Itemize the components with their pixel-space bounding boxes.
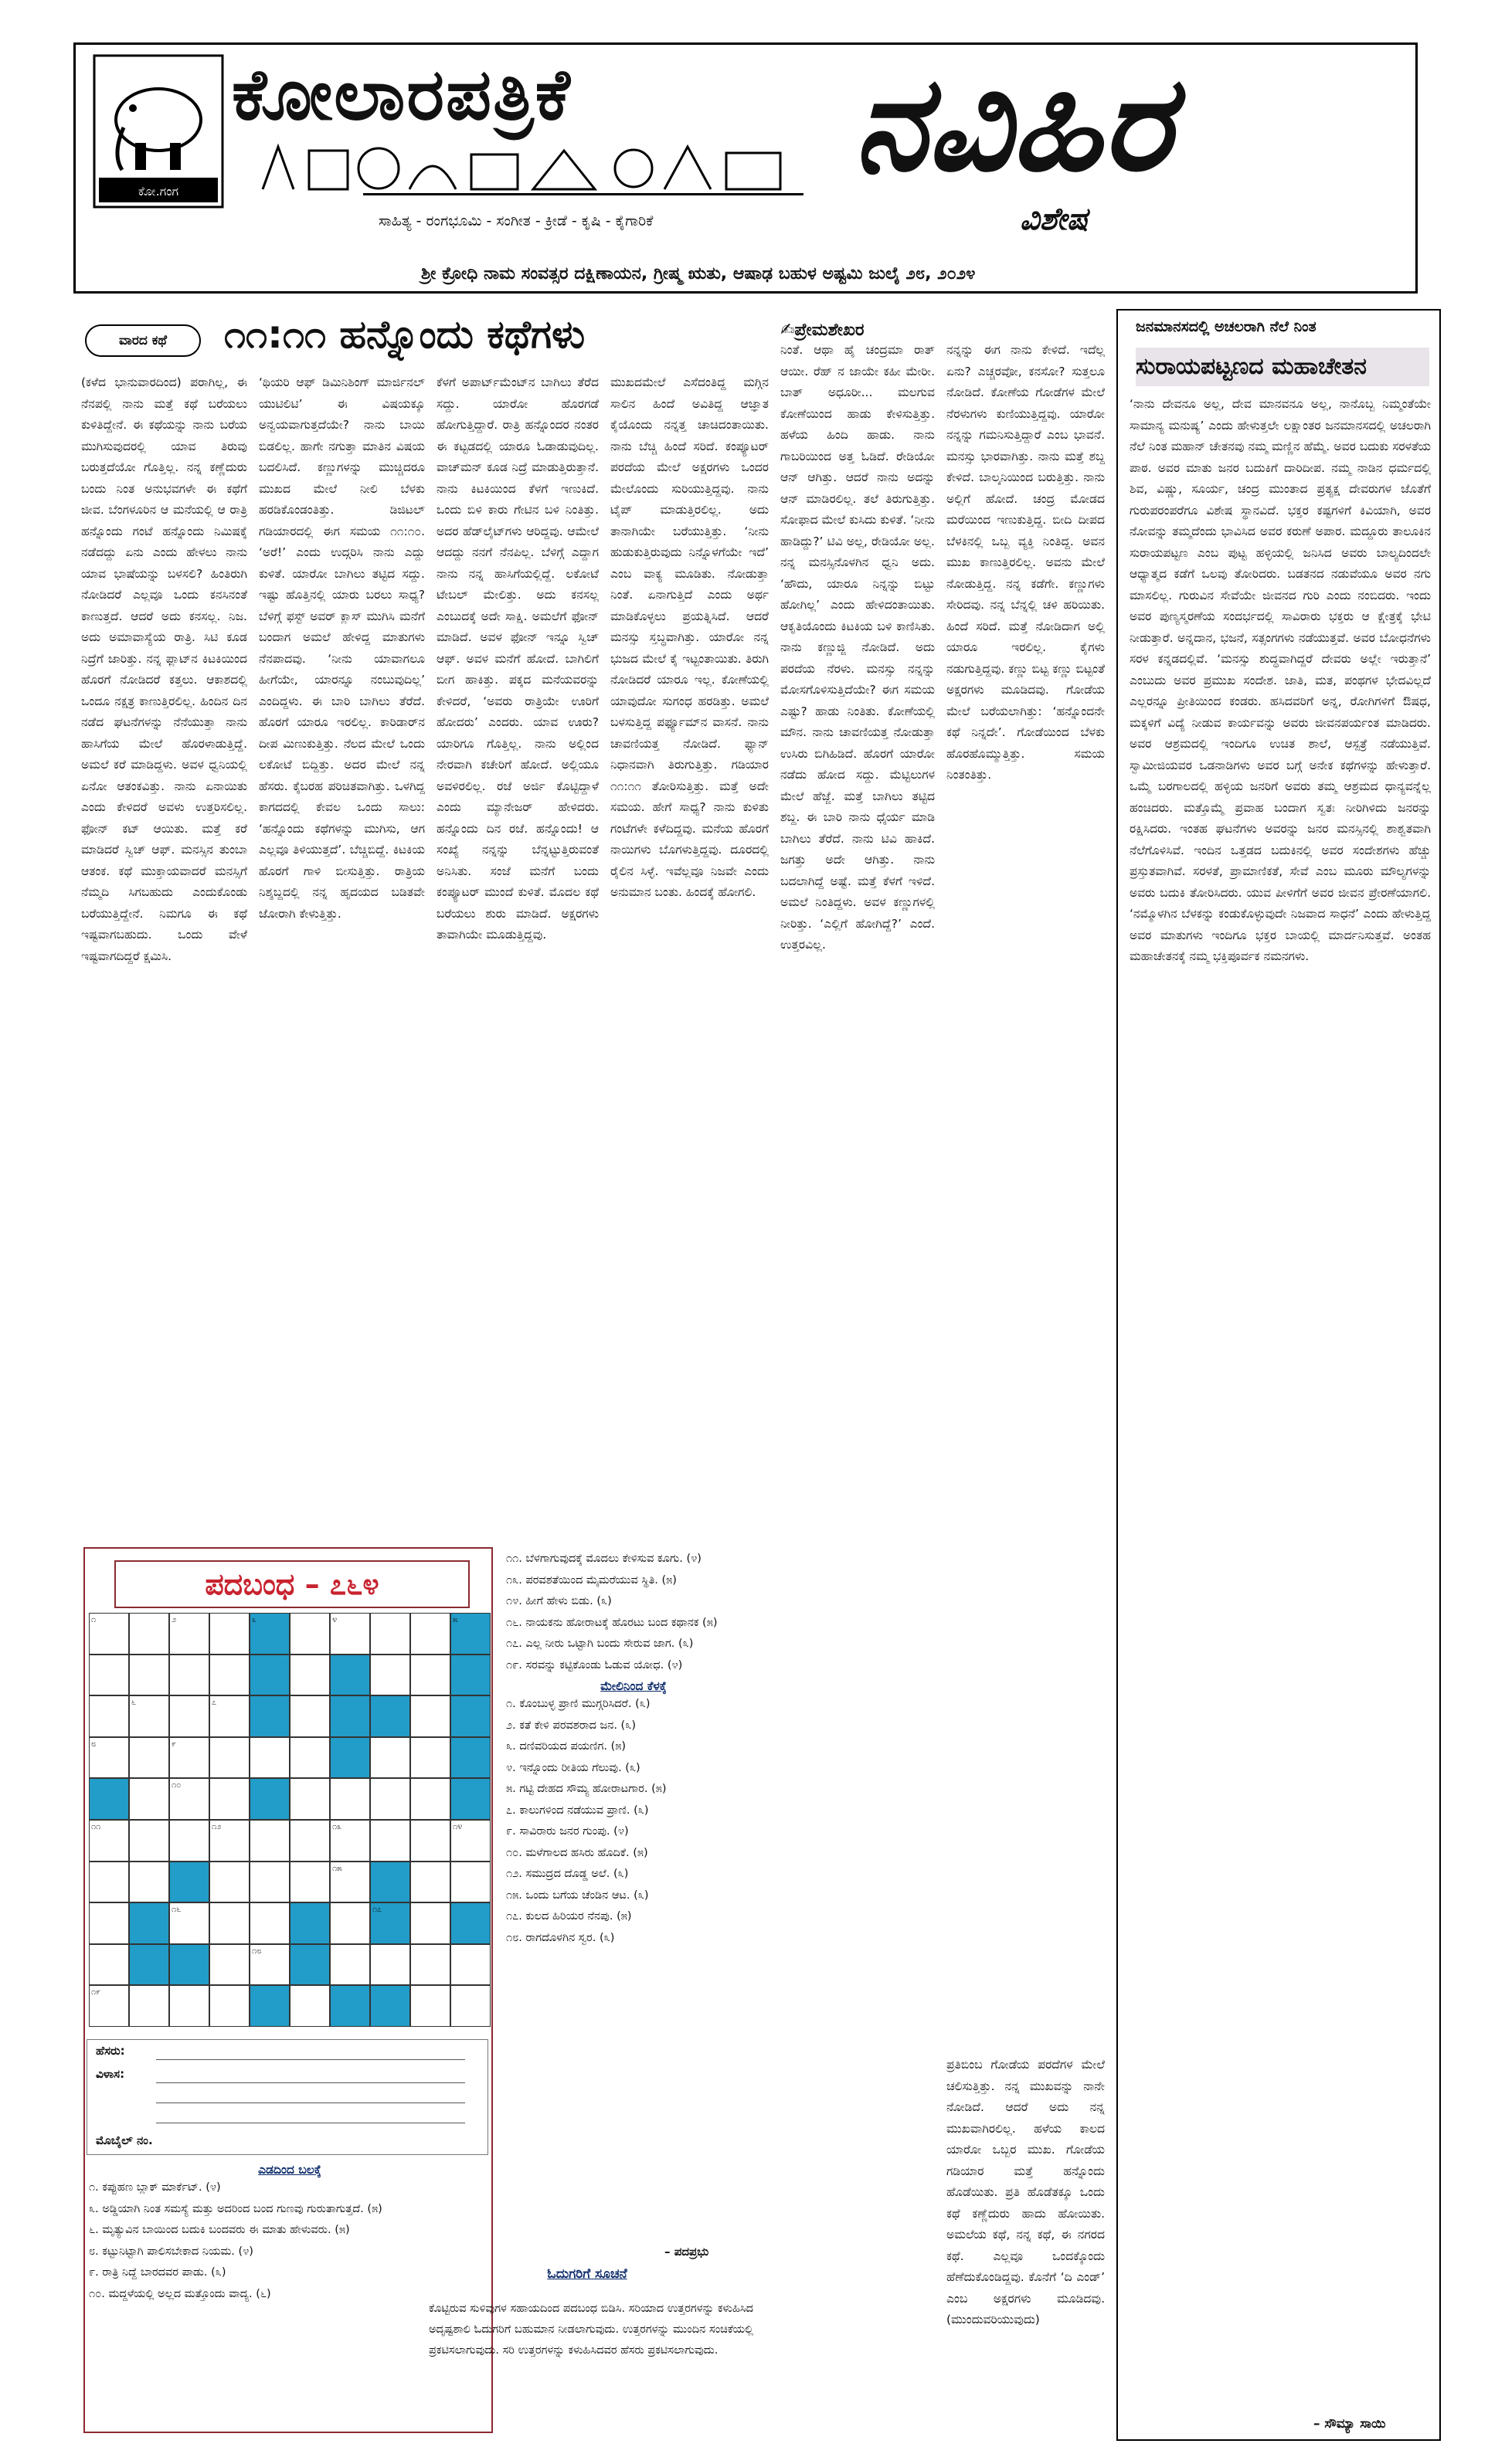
across-clue: ೧೪. ಹೀಗೆ ಹೇಳು ಬಿಡು. (೩)	[506, 1595, 612, 1607]
section-label: ವಾರದ ಕಥೆ	[85, 324, 201, 357]
crossword-cell[interactable]	[370, 1944, 410, 1986]
across-clue: ೧೭. ಎಲ್ಲ ನೀರು ಒಟ್ಟಾಗಿ ಬಂದು ಸೇರುವ ಜಾಗ. (೩)	[506, 1638, 694, 1650]
crossword-cell[interactable]	[410, 1944, 450, 1986]
crossword-cell[interactable]	[250, 1820, 290, 1862]
crossword-block	[450, 1902, 491, 1944]
crossword-cell[interactable]	[209, 1655, 250, 1696]
crossword-block	[290, 1902, 330, 1944]
crossword-cell[interactable]	[250, 1862, 290, 1903]
crossword-cell[interactable]	[370, 1613, 410, 1655]
crossword-cell[interactable]	[290, 1737, 330, 1779]
down-clue: ೭. ಕಾಲುಗಳಿಂದ ನಡೆಯುವ ಪ್ರಾಣಿ. (೩)	[506, 1804, 649, 1817]
crossword-cell[interactable]	[169, 1820, 209, 1862]
crossword-cell[interactable]: ೧೧	[89, 1820, 129, 1862]
crossword-block	[250, 1985, 290, 2027]
down-clue: ೧೭. ಕುಲದ ಹಿರಿಯರ ನೆನಪು. (೫)	[506, 1910, 632, 1923]
crossword-cell[interactable]: ೧೩	[330, 1820, 370, 1862]
across-clue: ೧೧. ಬೆಳಗಾಗುವುದಕ್ಕೆ ಮೊದಲು ಕೇಳಿಸುವ ಕೂಗು. (೪)	[506, 1553, 702, 1565]
crossword-cell[interactable]	[370, 1820, 410, 1862]
crossword-cell[interactable]	[169, 1985, 209, 2027]
crossword-cell[interactable]	[450, 1985, 491, 2027]
crossword-cell[interactable]: ೧೫	[330, 1862, 370, 1903]
reader-notice-body: ಕೊಟ್ಟಿರುವ ಸುಳಿವುಗಳ ಸಹಾಯದಿಂದ ಪದಬಂಧ ಬಿಡಿಸಿ. ಸರಿಯಾದ ಉತ್ತರಗಳನ್ನು ಕಳುಹಿಸಿದ ಅದೃಷ್ಟಶಾಲಿ ಓದುಗರಿಗೆ ಬಹುಮಾನ ನೀಡಲಾಗುವುದು. ಉತ್ತರಗಳನ್ನು ಮುಂದಿನ ಸಂಚಿಕೆಯಲ್ಲಿ ಪ್ರಕಟಿಸಲಾಗುವುದು. ಸರಿ ಉತ್ತರಗಳನ್ನು ಕಳುಹಿಸಿದವರ ಹೆಸರು ಪ್ರಕಟಿಸಲಾಗುವುದು.	[429, 2303, 753, 2357]
down-clue: ೧. ಕೊಂಬುಳ್ಳ ಪ್ರಾಣಿ ಮುಗ್ಗರಿಸಿದರೆ. (೩)	[506, 1698, 651, 1710]
story-column-5: ನಿಂತೆ. ಆಥಾ ಹೈ ಚಂದ್ರಮಾ ರಾತ್ ಆಯೀ. ರೆಹ್ ನ ಜಾಯೇ ಕಹೀ ಮೇರೀ. ಬಾತ್ ಅಧೂರೀ... ಮಲಗುವ ಕೋಣೆಯಿಂದ ಹಾಡು ಕೇಳಿಸುತ್ತಿತ್ತು. ಹಳೆಯ ಹಿಂದಿ ಹಾಡು. ನಾನು ಗಾಬರಿಯಿಂದ ಅತ್ತ ಓಡಿದೆ. ರೇಡಿಯೋ ಆನ್ ಆಗಿತ್ತು. ಆದರೆ ನಾನು ಅದನ್ನು ಆನ್ ಮಾಡಿರಲಿಲ್ಲ. ತಲೆ ತಿರುಗುತ್ತಿತ್ತು. ಸೋಫಾದ ಮೇಲೆ ಕುಸಿದು ಕುಳಿತೆ. ‘ನೀನು ಹಾಡಿದ್ದು?’ ಟಿವಿ ಅಲ್ಲ, ರೇಡಿಯೋ ಅಲ್ಲ. ನನ್ನ ಮನಸ್ಸಿನೊಳಗಿನ ಧ್ವನಿ ಅದು. ‘ಹೌದು, ಯಾರೂ ನಿನ್ನನ್ನು ಬಿಟ್ಟು ಹೋಗಿಲ್ಲ’ ಎಂದು ಹೇಳಿದಂತಾಯಿತು. ಆಕೃತಿಯೊಂದು ಕಿಟಕಿಯ ಬಳಿ ಕಾಣಿಸಿತು. ನಾನು ಕಣ್ಣುಜ್ಜಿ ನೋಡಿದೆ. ಅದು ಪರದೆಯ ನೆರಳು. ಮನಸ್ಸು ನನ್ನನ್ನು ಮೋಸಗೊಳಿಸುತ್ತಿದೆಯೇ? ಈಗ ಸಮಯ ಎಷ್ಟು? ಹಾಡು ನಿಂತಿತು. ಕೋಣೆಯಲ್ಲಿ ಮೌನ. ನಾನು ಚಾವಣಿಯತ್ತ ನೋಡುತ್ತಾ ಉಸಿರು ಬಿಗಿಹಿಡಿದೆ. ಹೊರಗೆ ಯಾರೋ ನಡೆದು ಹೋದ ಸದ್ದು. ಮೆಟ್ಟಿಲುಗಳ ಮೇಲೆ ಹೆಜ್ಜೆ. ಮತ್ತೆ ಬಾಗಿಲು ತಟ್ಟಿದ ಶಬ್ದ. ಈ ಬಾರಿ ನಾನು ಧೈರ್ಯ ಮಾಡಿ ಬಾಗಿಲು ತೆರೆದೆ. ನಾನು ಟಿವಿ ಹಾಕಿದೆ. ಜಗತ್ತು ಅದೇ ಆಗಿತ್ತು. ನಾನು ಬದಲಾಗಿದ್ದೆ ಅಷ್ಟೆ. ಮತ್ತೆ ಕೆಳಗೆ ಇಳಿದೆ. ಅಮಲೆ ನಿಂತಿದ್ದಳು. ಅವಳ ಕಣ್ಣುಗಳಲ್ಲಿ ನೀರಿತ್ತು. ‘ಎಲ್ಲಿಗೆ ಹೋಗಿದ್ದೆ?’ ಎಂದೆ. ಉತ್ತರವಿಲ್ಲ.	[780, 343, 935, 952]
across-clue: ೩. ಅಡ್ಡಿಯಾಗಿ ನಿಂತ ಸಮಸ್ಯೆ ಮತ್ತು ಅದರಿಂದ ಬಂದ ಗುಣವು ಗುರುತಾಗುತ್ತದೆ. (೫)	[89, 2202, 382, 2215]
crossword-cell[interactable]	[410, 1778, 450, 1820]
feature-kicker: ಜನಮಾನಸದಲ್ಲಿ ಅಚಲರಾಗಿ ನೆಲೆ ನಿಂತ	[1136, 318, 1316, 335]
crossword-cell[interactable]	[89, 1862, 129, 1903]
crossword-block	[169, 1944, 209, 1986]
down-clue: ೫. ಗಟ್ಟಿ ದೇಹದ ಸೌಮ್ಯ ಹೋರಾಟಗಾರ. (೫)	[506, 1783, 667, 1795]
crossword-cell[interactable]	[209, 1737, 250, 1779]
crossword-cell[interactable]	[290, 1778, 330, 1820]
crossword-cell[interactable]: ೧೮	[250, 1944, 290, 1986]
crossword-cell[interactable]	[410, 1862, 450, 1903]
story-column-3: ಕೆಳಗೆ ಅಪಾರ್ಟ್‌ಮೆಂಟ್‌ನ ಬಾಗಿಲು ತೆರೆದ ಸದ್ದು. ಯಾರೋ ಹೊರಗಡೆ ಹೋಗುತ್ತಿದ್ದಾರೆ. ರಾತ್ರಿ ಹನ್ನೊಂದರ ನಂತರ ಈ ಕಟ್ಟಡದಲ್ಲಿ ಯಾರೂ ಓಡಾಡುವುದಿಲ್ಲ. ವಾಚ್‌ಮನ್ ಕೂಡ ನಿದ್ರೆ ಮಾಡುತ್ತಿರುತ್ತಾನೆ. ನಾನು ಕಿಟಕಿಯಿಂದ ಕೆಳಗೆ ಇಣುಕಿದೆ. ಒಂದು ಬಿಳಿ ಕಾರು ಗೇಟಿನ ಬಳಿ ನಿಂತಿತ್ತು. ಅದರ ಹೆಡ್‌ಲೈಟ್‌ಗಳು ಆರಿದ್ದವು. ಆಮೇಲೆ ಆದದ್ದು ನನಗೆ ನೆನಪಿಲ್ಲ. ಬೆಳಿಗ್ಗೆ ಎದ್ದಾಗ ನಾನು ನನ್ನ ಹಾಸಿಗೆಯಲ್ಲಿದ್ದೆ. ಲಕೋಟೆ ಟೇಬಲ್ ಮೇಲಿತ್ತು. ಅದು ಕನಸಲ್ಲ ಎಂಬುದಕ್ಕೆ ಅದೇ ಸಾಕ್ಷಿ. ಅಮಲೆಗೆ ಫೋನ್ ಮಾಡಿದೆ. ಅವಳ ಫೋನ್ ಇನ್ನೂ ಸ್ವಿಚ್ ಆಫ್. ಅವಳ ಮನೆಗೆ ಹೋದೆ. ಬಾಗಿಲಿಗೆ ಬೀಗ ಹಾಕಿತ್ತು. ಪಕ್ಕದ ಮನೆಯವರನ್ನು ಕೇಳಿದರೆ, ‘ಅವರು ರಾತ್ರಿಯೇ ಊರಿಗೆ ಹೋದರು’ ಎಂದರು. ಯಾವ ಊರು? ಯಾರಿಗೂ ಗೊತ್ತಿಲ್ಲ. ನಾನು ಅಲ್ಲಿಂದ ನೇರವಾಗಿ ಕಚೇರಿಗೆ ಹೋದೆ. ಅಲ್ಲಿಯೂ ಅವಳಿರಲಿಲ್ಲ. ರಜೆ ಅರ್ಜಿ ಕೊಟ್ಟಿದ್ದಾಳೆ ಎಂದು ಮ್ಯಾನೇಜರ್ ಹೇಳಿದರು. ಹನ್ನೊಂದು ದಿನ ರಜೆ. ಹನ್ನೊಂದು! ಆ ಸಂಖ್ಯೆ ನನ್ನನ್ನು ಬೆನ್ನಟ್ಟುತ್ತಿರುವಂತೆ ಅನಿಸಿತು. ಸಂಜೆ ಮನೆಗೆ ಬಂದು ಕಂಪ್ಯೂಟರ್ ಮುಂದೆ ಕುಳಿತೆ. ಮೊದಲ ಕಥೆ ಬರೆಯಲು ಶುರು ಮಾಡಿದೆ. ಅಕ್ಷರಗಳು ತಾವಾಗಿಯೇ ಮೂಡುತ್ತಿದ್ದವು.	[437, 375, 599, 942]
down-clue: ೧೮. ರಾಗದೊಳಗಿನ ಸ್ವರ. (೩)	[506, 1931, 615, 1944]
crossword-cell[interactable]	[370, 1778, 410, 1820]
masthead-special-title: ನವಿಹಿರ	[854, 46, 1171, 201]
crossword-compiler: – ಪದಪ್ರಭು	[664, 2245, 709, 2259]
crossword-cell[interactable]: ೧೯	[89, 1985, 129, 2027]
crossword-block	[250, 1695, 290, 1737]
crossword-cell[interactable]	[410, 1613, 450, 1655]
across-clue: ೧೦. ಮದ್ದಳೆಯಲ್ಲಿ ಅಲ್ಲದ ಮತ್ತೊಂದು ವಾದ್ಯ. (೬)	[89, 2287, 271, 2300]
down-clue: ೧೦. ಮಳೆಗಾಲದ ಹಸಿರು ಹೊದಿಕೆ. (೫)	[506, 1846, 648, 1859]
mobile-label: ಮೊಬೈಲ್ ನಂ.	[96, 2133, 153, 2147]
crossword-grid	[89, 1613, 491, 2027]
crossword-cell[interactable]	[89, 1655, 129, 1696]
crossword-block: ೫	[450, 1613, 491, 1655]
crossword-block	[250, 1655, 290, 1696]
crossword-cell[interactable]	[129, 1778, 169, 1820]
masthead-special-subtitle: ವಿಶೇಷ	[1020, 201, 1089, 237]
crossword-cell[interactable]	[209, 1613, 250, 1655]
crossword-cell[interactable]	[169, 1695, 209, 1737]
feature-body: ‘ನಾನು ದೇವನೂ ಅಲ್ಲ, ದೇವ ಮಾನವನೂ ಅಲ್ಲ, ನಾನೊಬ್ಬ ನಿಮ್ಮಂತೆಯೇ ಸಾಮಾನ್ಯ ಮನುಷ್ಯ’ ಎಂದು ಹೇಳುತ್ತಲೇ ಲಕ್ಷಾಂತರ ಜನಮಾನಸದಲ್ಲಿ ಅಚಲರಾಗಿ ನೆಲೆ ನಿಂತ ಮಹಾನ್ ಚೇತನವು ನಮ್ಮ ಮಣ್ಣಿನ ಹೆಮ್ಮೆ. ಅವರ ಬದುಕು ಸರಳತೆಯ ಪಾಠ. ಅವರ ಮಾತು ಜನರ ಬದುಕಿಗೆ ದಾರಿದೀಪ. ನಮ್ಮ ನಾಡಿನ ಧರ್ಮದಲ್ಲಿ ಶಿವ, ವಿಷ್ಣು, ಸೂರ್ಯ, ಚಂದ್ರ ಮುಂತಾದ ಪ್ರತ್ಯಕ್ಷ ದೇವರುಗಳ ಜೊತೆಗೆ ಗುರುಪರಂಪರೆಗೂ ವಿಶೇಷ ಸ್ಥಾನವಿದೆ. ಭಕ್ತರ ಕಷ್ಟಗಳಿಗೆ ಕಿವಿಯಾಗಿ, ಅವರ ನೋವನ್ನು ತಮ್ಮದೆಂದು ಭಾವಿಸಿದ ಅವರ ಕರುಣೆ ಅಪಾರ. ಮದ್ದೂರು ತಾಲೂಕಿನ ಸುರಾಯಪಟ್ಟಣ ಎಂಬ ಪುಟ್ಟ ಹಳ್ಳಿಯಲ್ಲಿ ಜನಿಸಿದ ಅವರು ಬಾಲ್ಯದಿಂದಲೇ ಆಧ್ಯಾತ್ಮದ ಕಡೆಗೆ ಒಲವು ತೋರಿದರು. ಬಡತನದ ನಡುವೆಯೂ ಅವರ ನಗು ಮಾಸಲಿಲ್ಲ. ಗುರುವಿನ ಸೇವೆಯೇ ಜೀವನದ ಗುರಿ ಎಂದು ನಂಬಿದರು. ಇಂದು ಅವರ ಪುಣ್ಯಸ್ಮರಣೆಯ ಸಂದರ್ಭದಲ್ಲಿ ಸಾವಿರಾರು ಭಕ್ತರು ಆ ಕ್ಷೇತ್ರಕ್ಕೆ ಭೇಟಿ ನೀಡುತ್ತಾರೆ. ಅನ್ನದಾನ, ಭಜನೆ, ಸತ್ಸಂಗಗಳು ನಡೆಯುತ್ತವೆ. ಅವರ ಬೋಧನೆಗಳು ಸರಳ ಕನ್ನಡದಲ್ಲಿವೆ. ‘ಮನಸ್ಸು ಶುದ್ಧವಾಗಿದ್ದರೆ ದೇವರು ಅಲ್ಲೇ ಇರುತ್ತಾನೆ’ ಎಂಬುದು ಅವರ ಪ್ರಮುಖ ಸಂದೇಶ. ಜಾತಿ, ಮತ, ಪಂಥಗಳ ಭೇದವಿಲ್ಲದೆ ಎಲ್ಲರನ್ನೂ ಪ್ರೀತಿಯಿಂದ ಕಂಡರು. ಹಸಿದವರಿಗೆ ಅನ್ನ, ರೋಗಿಗಳಿಗೆ ಔಷಧ, ಮಕ್ಕಳಿಗೆ ವಿದ್ಯೆ ನೀಡುವ ಕಾರ್ಯವನ್ನು ಅವರು ಜೀವನಪರ್ಯಂತ ಮಾಡಿದರು. ಅವರ ಆಶ್ರಮದಲ್ಲಿ ಇಂದಿಗೂ ಉಚಿತ ಶಾಲೆ, ಆಸ್ಪತ್ರೆ ನಡೆಯುತ್ತಿವೆ. ಸ್ವಾಮೀಜಿಯವರ ಒಡನಾಡಿಗಳು ಅವರ ಬಗ್ಗೆ ಅನೇಕ ಕಥೆಗಳನ್ನು ಹೇಳುತ್ತಾರೆ. ಒಮ್ಮೆ ಬರಗಾಲದಲ್ಲಿ ಹಳ್ಳಿಯ ಜನರಿಗೆ ಅವರು ತಮ್ಮ ಆಶ್ರಮದ ಧಾನ್ಯವನ್ನೆಲ್ಲ ಹಂಚಿದರು. ಮತ್ತೊಮ್ಮೆ ಪ್ರವಾಹ ಬಂದಾಗ ಸ್ವತಃ ನೀರಿಗಿಳಿದು ಜನರನ್ನು ರಕ್ಷಿಸಿದರು. ಇಂತಹ ಘಟನೆಗಳು ಅವರನ್ನು ಜನರ ಮನಸ್ಸಿನಲ್ಲಿ ಶಾಶ್ವತವಾಗಿ ನೆಲೆಗೊಳಿಸಿವೆ. ಇಂದಿನ ಒತ್ತಡದ ಬದುಕಿನಲ್ಲಿ ಅವರ ಸಂದೇಶಗಳು ಹೆಚ್ಚು ಪ್ರಸ್ತುತವಾಗಿವೆ. ಸರಳತೆ, ಪ್ರಾಮಾಣಿಕತೆ, ಸೇವೆ ಎಂಬ ಮೂರು ಮೌಲ್ಯಗಳನ್ನು ಅವರು ಬದುಕಿ ತೋರಿಸಿದರು. ಯುವ ಪೀಳಿಗೆಗೆ ಅವರ ಜೀವನ ಪ್ರೇರಣೆಯಾಗಲಿ. ‘ನಮ್ಮೊಳಗಿನ ಬೆಳಕನ್ನು ಕಂಡುಕೊಳ್ಳುವುದೇ ನಿಜವಾದ ಸಾಧನೆ’ ಎಂದು ಹೇಳುತ್ತಿದ್ದ ಅವರ ಮಾತುಗಳು ಇಂದಿಗೂ ಭಕ್ತರ ಬಾಯಲ್ಲಿ ಮಾರ್ದನಿಸುತ್ತವೆ. ಅಂತಹ ಮಹಾಚೇತನಕ್ಕೆ ನಮ್ಮ ಭಕ್ತಿಪೂರ್ವಕ ನಮನಗಳು.	[1130, 397, 1431, 963]
across-heading: ಎಡದಿಂದ ಬಲಕ್ಕೆ	[258, 2163, 321, 2177]
crossword-cell[interactable]	[290, 1695, 330, 1737]
crossword-cell[interactable]	[290, 1613, 330, 1655]
crossword-block	[330, 1737, 370, 1779]
crossword-block	[450, 1695, 491, 1737]
story-author: ✍ಪ್ರೇಮಶೇಖರ	[780, 321, 865, 340]
crossword-cell[interactable]	[410, 1695, 450, 1737]
crossword-cell[interactable]	[370, 1655, 410, 1696]
reader-notice-title: ಓದುಗರಿಗೆ ಸೂಚನೆ	[547, 2266, 627, 2282]
address-line-1[interactable]	[156, 2082, 465, 2083]
down-clue: ೯. ಸಾವಿರಾರು ಜನರ ಗುಂಪು. (೪)	[506, 1825, 629, 1838]
crossword-cell[interactable]	[129, 1655, 169, 1696]
crossword-cell[interactable]: ೯	[169, 1737, 209, 1779]
crossword-block: ೧೭	[370, 1902, 410, 1944]
crossword-block: ೩	[250, 1613, 290, 1655]
crossword-block	[450, 1655, 491, 1696]
crossword-block	[370, 1985, 410, 2027]
crossword-block	[370, 1695, 410, 1737]
down-clue: ೨. ಕತೆ ಕೇಳಿ ಪರವಶರಾದ ಜನ. (೩)	[506, 1719, 636, 1732]
story-column-1: (ಕಳೆದ ಭಾನುವಾರದಿಂದ) ಪರಾಗಿಲ್ಲ, ಈ ನೆನಪಲ್ಲಿ ನಾನು ಮತ್ತೆ ಕಥೆ ಬರೆಯಲು ಕುಳಿತಿದ್ದೇನೆ. ಈ ಕಥೆಯನ್ನು ನಾನು ಬರೆಯ ಮುಗಿಸುವುದರಲ್ಲಿ ಯಾವ ತಿರುವು ಬರುತ್ತದೆಯೋ ಗೊತ್ತಿಲ್ಲ. ನನ್ನ ಕಣ್ಣೆದುರು ಬಂದು ನಿಂತ ಅನುಭವಗಳೇ ಈ ಕಥೆಗೆ ಜೀವ. ಬೆಂಗಳೂರಿನ ಆ ಮನೆಯಲ್ಲಿ ಆ ರಾತ್ರಿ ಹನ್ನೊಂದು ಗಂಟೆ ಹನ್ನೊಂದು ನಿಮಿಷಕ್ಕೆ ನಡೆದದ್ದು ಏನು ಎಂದು ಹೇಳಲು ನಾನು ಯಾವ ಭಾಷೆಯನ್ನು ಬಳಸಲಿ? ಹಿಂತಿರುಗಿ ನೋಡಿದರೆ ಎಲ್ಲವೂ ಒಂದು ಕನಸಿನಂತೆ ಕಾಣುತ್ತದೆ. ಆದರೆ ಅದು ಕನಸಲ್ಲ. ನಿಜ. ಅದು ಅಮಾವಾಸ್ಯೆಯ ರಾತ್ರಿ. ಸಿಟಿ ಕೂಡ ನಿದ್ರೆಗೆ ಜಾರಿತ್ತು. ನನ್ನ ಫ್ಲಾಟ್‌ನ ಕಿಟಕಿಯಿಂದ ಹೊರಗೆ ನೋಡಿದರೆ ಕತ್ತಲು. ಆಕಾಶದಲ್ಲಿ ಒಂದೂ ನಕ್ಷತ್ರ ಕಾಣುತ್ತಿರಲಿಲ್ಲ. ಹಿಂದಿನ ದಿನ ನಡೆದ ಘಟನೆಗಳನ್ನು ನೆನೆಯುತ್ತಾ ನಾನು ಹಾಸಿಗೆಯ ಮೇಲೆ ಹೊರಳಾಡುತ್ತಿದ್ದೆ. ಅಮಲೆ ಕರೆ ಮಾಡಿದ್ದಳು. ಅವಳ ಧ್ವನಿಯಲ್ಲಿ ಏನೋ ಆತಂಕವಿತ್ತು. ನಾನು ಏನಾಯಿತು ಎಂದು ಕೇಳಿದರೆ ಅವಳು ಉತ್ತರಿಸಲಿಲ್ಲ. ಫೋನ್ ಕಟ್ ಆಯಿತು. ಮತ್ತೆ ಕರೆ ಮಾಡಿದರೆ ಸ್ವಿಚ್ ಆಫ್. ಮನಸ್ಸಿನ ತುಂಬಾ ಆತಂಕ. ಕಥೆ ಮುಕ್ತಾಯವಾದರೆ ಮನಸ್ಸಿಗೆ ನೆಮ್ಮದಿ ಸಿಗಬಹುದು ಎಂದುಕೊಂಡು ಬರೆಯುತ್ತಿದ್ದೇನೆ. ನಿಮಗೂ ಈ ಕಥೆ ಇಷ್ಟವಾಗಬಹುದು. ಒಂದು ವೇಳೆ ಇಷ್ಟವಾಗದಿದ್ದರೆ ಕ್ಷಮಿಸಿ.	[81, 375, 247, 963]
across-clue: ೧೬. ನಾಯಕನು ಹೋರಾಟಕ್ಕೆ ಹೊರಟು ಬಂದ ಕಥಾನಕ (೫)	[506, 1616, 718, 1629]
name-label: ಹೆಸರು:	[96, 2044, 125, 2058]
crossword-cell[interactable]: ೪	[330, 1613, 370, 1655]
down-clue: ೪. ಇನ್ನೊಂದು ರೀತಿಯ ಗೆಲುವು. (೩)	[506, 1761, 640, 1774]
crossword-title: ಪದಬಂಧ – ೭೬೪	[114, 1560, 470, 1608]
masthead-title: ಕೋಲಾರಪತ್ರಿಕೆ	[232, 53, 572, 136]
crossword-cell[interactable]	[290, 1820, 330, 1862]
crossword-block	[330, 1695, 370, 1737]
crossword-cell[interactable]	[169, 1655, 209, 1696]
crossword-cell[interactable]	[250, 1737, 290, 1779]
svg-text:ಕೋ.ಗಂಗ: ಕೋ.ಗಂಗ	[138, 184, 179, 199]
crossword-cell[interactable]	[89, 1695, 129, 1737]
crossword-cell[interactable]: ೧	[89, 1613, 129, 1655]
across-clue: ೯. ರಾತ್ರಿ ನಿದ್ದೆ ಬಾರದವರ ಪಾಡು. (೩)	[89, 2266, 226, 2279]
crossword-cell[interactable]	[89, 1902, 129, 1944]
across-clue: ೧೯. ಸರವನ್ನು ಕಟ್ಟಿಕೊಂಡು ಓಡುವ ಯೋಧ. (೪)	[506, 1658, 683, 1672]
crossword-cell[interactable]	[89, 1944, 129, 1986]
down-clue: ೩. ದಣಿವರಿಯದ ಪಯಣಿಗ. (೫)	[506, 1740, 627, 1753]
crossword-cell[interactable]: ೭	[209, 1695, 250, 1737]
down-clue: ೧೨. ಸಮುದ್ರದ ದೊಡ್ಡ ಅಲೆ. (೩)	[506, 1868, 629, 1880]
crossword-cell[interactable]	[209, 1862, 250, 1903]
crossword-block	[89, 1778, 129, 1820]
crossword-cell[interactable]	[129, 1985, 169, 2027]
crossword-cell[interactable]	[290, 1985, 330, 2027]
feature-author: – ಸೌಮ್ಯಾ ಸಾಯಿ	[1313, 2416, 1386, 2432]
crossword-block	[250, 1778, 290, 1820]
crossword-block	[450, 1778, 491, 1820]
crossword-cell[interactable]	[209, 1985, 250, 2027]
story-column-6-end: ಪ್ರತಿಬಿಂಬ ಗೋಡೆಯ ಪರದೆಗಳ ಮೇಲೆ ಚಲಿಸುತ್ತಿತ್ತು. ನನ್ನ ಮುಖವನ್ನು ನಾನೇ ನೋಡಿದೆ. ಆದರೆ ಅದು ನನ್ನ ಮುಖವಾಗಿರಲಿಲ್ಲ. ಹಳೆಯ ಕಾಲದ ಯಾರೋ ಒಬ್ಬರ ಮುಖ. ಗೋಡೆಯ ಗಡಿಯಾರ ಮತ್ತೆ ಹನ್ನೊಂದು ಹೊಡೆಯಿತು. ಪ್ರತಿ ಹೊಡೆತಕ್ಕೂ ಒಂದು ಕಥೆ ಕಣ್ಣೆದುರು ಹಾದು ಹೋಯಿತು. ಅಮಲೆಯ ಕಥೆ, ನನ್ನ ಕಥೆ, ಈ ನಗರದ ಕಥೆ. ಎಲ್ಲವೂ ಒಂದಕ್ಕೊಂದು ಹೆಣೆದುಕೊಂಡಿದ್ದವು. ಕೊನೆಗೆ ‘ದಿ ಎಂಡ್’ ಎಂಬ ಅಕ್ಷರಗಳು ಮೂಡಿದವು. (ಮುಂದುವರಿಯುವುದು)	[946, 2058, 1105, 2327]
clue-column	[506, 1549, 761, 1949]
feature-headline: ಸುರಾಯಪಟ್ಟಣದ ಮಹಾಚೇತನ	[1136, 348, 1429, 386]
crossword-cell[interactable]: ೧೨	[209, 1820, 250, 1862]
crossword-cell[interactable]	[370, 1737, 410, 1779]
crossword-cell[interactable]: ೧೪	[450, 1820, 491, 1862]
reader-notice-header	[429, 2266, 746, 2299]
crossword-cell[interactable]	[250, 1902, 290, 1944]
crossword-cell[interactable]: ೨	[169, 1613, 209, 1655]
down-heading: ಮೇಲಿನಿಂದ ಕೆಳಕ್ಕೆ	[600, 1679, 667, 1693]
crossword-cell[interactable]	[410, 1820, 450, 1862]
across-clue: ೮. ಕಟ್ಟುನಿಟ್ಟಾಗಿ ಪಾಲಿಸಬೇಕಾದ ನಿಯಮ. (೪)	[89, 2245, 253, 2258]
crossword-cell[interactable]	[209, 1902, 250, 1944]
crossword-block	[450, 1737, 491, 1779]
across-clue: ೧. ಕಪ್ಪುಹಣ ಬ್ಲಾಕ್ ಮಾರ್ಕೆಟ್. (೪)	[89, 2181, 221, 2194]
masthead-tagline: ಸಾಹಿತ್ಯ - ರಂಗಭೂಮಿ - ಸಂಗೀತ - ಕ್ರೀಡೆ - ಕೃಷಿ - ಕೈಗಾರಿಕೆ	[379, 212, 654, 229]
crossword-cell[interactable]	[209, 1944, 250, 1986]
crossword-cell[interactable]	[410, 1655, 450, 1696]
story-column-2: ‘ಥಿಯರಿ ಆಫ್ ಡಿಮಿನಿಶಿಂಗ್ ಮಾರ್ಜಿನಲ್ ಯುಟಿಲಿಟಿ’ ಈ ವಿಷಯಕ್ಕೂ ಅನ್ವಯವಾಗುತ್ತದೆಯೇ? ನಾನು ಬಾಯಿ ಬಿಡಲಿಲ್ಲ. ಹಾಗೇ ನಗುತ್ತಾ ಮಾತಿನ ವಿಷಯ ಬದಲಿಸಿದೆ. ಕಣ್ಣುಗಳನ್ನು ಮುಚ್ಚಿದರೂ ಮುಖದ ಮೇಲೆ ನೀಲಿ ಬೆಳಕು ಹರಡಿಕೊಂಡಂತಿತ್ತು. ಡಿಜಿಟಲ್ ಗಡಿಯಾರದಲ್ಲಿ ಈಗ ಸಮಯ ೧೧:೧೦. ‘ಅರೆ!’ ಎಂದು ಉದ್ಗರಿಸಿ ನಾನು ಎದ್ದು ಕುಳಿತೆ. ಯಾರೋ ಬಾಗಿಲು ತಟ್ಟಿದ ಸದ್ದು. ಇಷ್ಟು ಹೊತ್ತಿನಲ್ಲಿ ಯಾರು ಬರಲು ಸಾಧ್ಯ? ಬೆಳಿಗ್ಗೆ ಫಸ್ಟ್ ಅವರ್ ಕ್ಲಾಸ್ ಮುಗಿಸಿ ಮನೆಗೆ ಬಂದಾಗ ಅಮಲೆ ಹೇಳಿದ್ದ ಮಾತುಗಳು ನೆನಪಾದವು. ‘ನೀನು ಯಾವಾಗಲೂ ಹೀಗೆಯೇ, ಯಾರನ್ನೂ ನಂಬುವುದಿಲ್ಲ’ ಎಂದಿದ್ದಳು. ಈ ಬಾರಿ ಬಾಗಿಲು ತೆರೆದೆ. ಹೊರಗೆ ಯಾರೂ ಇರಲಿಲ್ಲ. ಕಾರಿಡಾರ್‌ನ ದೀಪ ಮಿಣುಕುತ್ತಿತ್ತು. ನೆಲದ ಮೇಲೆ ಒಂದು ಲಕೋಟೆ ಬಿದ್ದಿತ್ತು. ಅದರ ಮೇಲೆ ನನ್ನ ಹೆಸರು. ಕೈಬರಹ ಪರಿಚಿತವಾಗಿತ್ತು. ಒಳಗಿದ್ದ ಕಾಗದದಲ್ಲಿ ಕೇವಲ ಒಂದು ಸಾಲು: ‘ಹನ್ನೊಂದು ಕಥೆಗಳನ್ನು ಮುಗಿಸು, ಆಗ ಎಲ್ಲವೂ ತಿಳಿಯುತ್ತದೆ’. ಬೆಚ್ಚಿಬಿದ್ದೆ. ಕಿಟಕಿಯ ಹೊರಗೆ ಗಾಳಿ ಬೀಸುತ್ತಿತ್ತು. ರಾತ್ರಿಯ ನಿಶ್ಶಬ್ದದಲ್ಲಿ ನನ್ನ ಹೃದಯದ ಬಡಿತವೇ ಜೋರಾಗಿ ಕೇಳುತ್ತಿತ್ತು.	[259, 375, 425, 921]
crossword-cell[interactable]	[129, 1613, 169, 1655]
crossword-block	[290, 1944, 330, 1986]
story-column-6: ನನ್ನನ್ನು ಈಗ ನಾನು ಕೇಳಿದೆ. ಇದೆಲ್ಲ ಏನು? ಎಚ್ಚರವೋ, ಕನಸೋ? ಸುತ್ತಲೂ ನೋಡಿದೆ. ಕೋಣೆಯ ಗೋಡೆಗಳ ಮೇಲೆ ನೆರಳುಗಳು ಕುಣಿಯುತ್ತಿದ್ದವು. ಯಾರೋ ನನ್ನನ್ನು ಗಮನಿಸುತ್ತಿದ್ದಾರೆ ಎಂಬ ಭಾವನೆ. ಮನಸ್ಸು ಭಾರವಾಗಿತ್ತು. ನಾನು ಮತ್ತೆ ಶಬ್ದ ಕೇಳಿದೆ. ಬಾಲ್ಕನಿಯಿಂದ ಬರುತ್ತಿತ್ತು. ನಾನು ಅಲ್ಲಿಗೆ ಹೋದೆ. ಚಂದ್ರ ಮೋಡದ ಮರೆಯಿಂದ ಇಣುಕುತ್ತಿದ್ದ. ಬೀದಿ ದೀಪದ ಬೆಳಕಿನಲ್ಲಿ ಒಬ್ಬ ವ್ಯಕ್ತಿ ನಿಂತಿದ್ದ. ಅವನ ಮುಖ ಕಾಣುತ್ತಿರಲಿಲ್ಲ. ಅವನು ಮೇಲೆ ನೋಡುತ್ತಿದ್ದ. ನನ್ನ ಕಡೆಗೇ. ಕಣ್ಣುಗಳು ಸೇರಿದವು. ನನ್ನ ಬೆನ್ನಲ್ಲಿ ಚಳಿ ಹರಿಯಿತು. ಹಿಂದೆ ಸರಿದೆ. ಮತ್ತೆ ನೋಡಿದಾಗ ಅಲ್ಲಿ ಯಾರೂ ಇರಲಿಲ್ಲ. ಕೈಗಳು ನಡುಗುತ್ತಿದ್ದವು. ಕಣ್ಣು ಬಿಟ್ಟ ಕಣ್ಣು ಬಿಟ್ಟಂತೆ ಅಕ್ಷರಗಳು ಮೂಡಿದವು. ಗೋಡೆಯ ಮೇಲೆ ಬರೆಯಲಾಗಿತ್ತು: ‘ಹನ್ನೊಂದನೇ ಕಥೆ ನಿನ್ನದೇ’. ಗೋಡೆಯಿಂದ ಬೆಳಕು ಹೊರಹೊಮ್ಮುತ್ತಿತ್ತು. ಸಮಯ ನಿಂತಂತಿತ್ತು.	[946, 343, 1105, 782]
crossword-cell[interactable]	[330, 1944, 370, 1986]
crossword-cell[interactable]	[450, 1944, 491, 1986]
crossword-cell[interactable]	[209, 1778, 250, 1820]
crossword-cell[interactable]: ೬	[129, 1695, 169, 1737]
crossword-cell[interactable]: ೮	[89, 1737, 129, 1779]
entry-form	[87, 2039, 488, 2155]
crossword-cell[interactable]: ೧೦	[169, 1778, 209, 1820]
across-clue: ೧೩. ಪರವಶತೆಯಿಂದ ಮೈಮರೆಯುವ ಸ್ಥಿತಿ. (೫)	[506, 1573, 677, 1587]
crossword-block	[169, 1862, 209, 1903]
story-column-4: ಮುಖದಮೇಲೆ ಎಸೆದಂತಿದ್ದ ಮಗ್ಗಿನ ಸಾಲಿನ ಹಿಂದೆ ಅವಿತಿದ್ದ ಆಜ್ಞಾತ ಕೈಯೊಂದು ನನ್ನತ್ತ ಚಾಚಿದಂತಾಯಿತು. ನಾನು ಬೆಚ್ಚಿ ಹಿಂದೆ ಸರಿದೆ. ಕಂಪ್ಯೂಟರ್ ಪರದೆಯ ಮೇಲೆ ಅಕ್ಷರಗಳು ಒಂದರ ಮೇಲೊಂದು ಸುರಿಯುತ್ತಿದ್ದವು. ನಾನು ಟೈಪ್ ಮಾಡುತ್ತಿರಲಿಲ್ಲ. ಅದು ತಾನಾಗಿಯೇ ಬರೆಯುತ್ತಿತ್ತು. ‘ನೀನು ಹುಡುಕುತ್ತಿರುವುದು ನಿನ್ನೊಳಗೆಯೇ ಇದೆ’ ಎಂಬ ವಾಕ್ಯ ಮೂಡಿತು. ನೋಡುತ್ತಾ ನಿಂತೆ. ಏನಾಗುತ್ತಿದೆ ಎಂದು ಅರ್ಥ ಮಾಡಿಕೊಳ್ಳಲು ಪ್ರಯತ್ನಿಸಿದೆ. ಆದರೆ ಮನಸ್ಸು ಸ್ತಬ್ಧವಾಗಿತ್ತು. ಯಾರೋ ನನ್ನ ಭುಜದ ಮೇಲೆ ಕೈ ಇಟ್ಟಂತಾಯಿತು. ತಿರುಗಿ ನೋಡಿದರೆ ಯಾರೂ ಇಲ್ಲ. ಕೋಣೆಯಲ್ಲಿ ಯಾವುದೋ ಸುಗಂಧ ಹರಡಿತ್ತು. ಅಮಲೆ ಬಳಸುತ್ತಿದ್ದ ಪರ್ಫ್ಯೂಮ್‌ನ ವಾಸನೆ. ನಾನು ಚಾವಣಿಯತ್ತ ನೋಡಿದೆ. ಫ್ಯಾನ್ ನಿಧಾನವಾಗಿ ತಿರುಗುತ್ತಿತ್ತು. ಗಡಿಯಾರ ೧೧:೧೧ ತೋರಿಸುತ್ತಿತ್ತು. ಮತ್ತೆ ಅದೇ ಸಮಯ. ಹೇಗೆ ಸಾಧ್ಯ? ನಾನು ಕುಳಿತು ಗಂಟೆಗಳೇ ಕಳೆದಿದ್ದವು. ಮನೆಯ ಹೊರಗೆ ನಾಯಿಗಳು ಬೊಗಳುತ್ತಿದ್ದವು. ದೂರದಲ್ಲಿ ರೈಲಿನ ಸಿಳ್ಳೆ. ಇವೆಲ್ಲವೂ ನಿಜವೇ ಎಂದು ಅನುಮಾನ ಬಂತು. ಹಿಂದಕ್ಕೆ ಹೋಗಲಿ.	[610, 375, 769, 899]
crossword-cell[interactable]	[410, 1985, 450, 2027]
down-clue: ೧೫. ಒಂದು ಬಗೆಯ ಚೆಂಡಿನ ಆಟ. (೩)	[506, 1889, 649, 1902]
crossword-block	[129, 1902, 169, 1944]
crossword-block	[129, 1944, 169, 1986]
crossword-cell[interactable]	[290, 1862, 330, 1903]
crossword-block	[370, 1862, 410, 1903]
crossword-cell[interactable]: ೧೬	[169, 1902, 209, 1944]
crossword-block	[330, 1985, 370, 2027]
culture-sketch-icon	[255, 139, 796, 193]
elephant-logo-icon	[93, 54, 224, 209]
crossword-cell[interactable]	[330, 1902, 370, 1944]
address-label: ವಿಳಾಸ:	[96, 2067, 125, 2081]
masthead-rule	[363, 193, 803, 195]
crossword-cell[interactable]	[410, 1902, 450, 1944]
crossword-block	[330, 1655, 370, 1696]
crossword-cell[interactable]	[410, 1737, 450, 1779]
masthead-date-line: ಶ್ರೀ ಕ್ರೋಧಿ ನಾಮ ಸಂವತ್ಸರ ದಕ್ಷಿಣಾಯನ, ಗ್ರೀಷ್ಮ ಋತು, ಆಷಾಢ ಬಹುಳ ಅಷ್ಟಮಿ ಜುಲೈ ೨೮, ೨೦೨೪	[421, 264, 976, 283]
crossword-cell[interactable]	[129, 1820, 169, 1862]
crossword-cell[interactable]	[450, 1862, 491, 1903]
crossword-cell[interactable]	[129, 1737, 169, 1779]
across-clue: ೬. ಮೃತ್ಯುವಿನ ಬಾಯಿಂದ ಬದುಕಿ ಬಂದವರು ಈ ಮಾತು ಹೇಳುವರು. (೫)	[89, 2224, 350, 2236]
crossword-cell[interactable]	[129, 1862, 169, 1903]
crossword-cell[interactable]	[290, 1655, 330, 1696]
crossword-cell[interactable]	[330, 1778, 370, 1820]
name-line[interactable]	[156, 2059, 465, 2060]
story-title: ೧೧:೧೧ ಹನ್ನೊಂದು ಕಥೆಗಳು	[224, 312, 586, 357]
